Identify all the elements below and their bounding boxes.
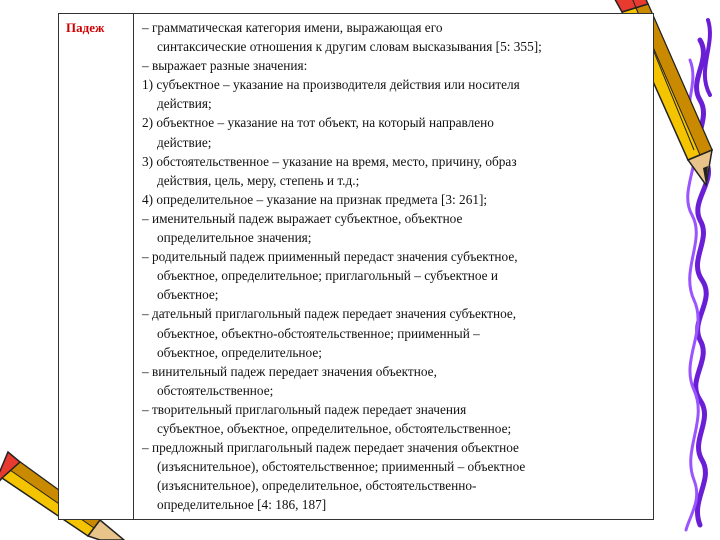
definition-line: (изъяснительное), обстоятельственное; приименный – объектное [157, 459, 526, 475]
definition-line: обстоятельственное; [157, 382, 274, 398]
definition-line: – предложный приглагольный падеж передает значения объектное [142, 440, 519, 456]
definition-line: синтаксические отношения к другим словам высказывания [5: 355]; [157, 39, 542, 55]
definition-line: определительное значения; [157, 230, 312, 246]
table-row [59, 14, 654, 520]
definition-line: – родительный падеж приименный передаст значения субъектное, [142, 249, 518, 265]
definition-line: 2) объектное – указание на тот объект, на который направлено [142, 115, 494, 131]
definition-line: определительное [4: 186, 187] [157, 497, 327, 513]
definition-line: действие; [157, 134, 212, 150]
definition-line: 3) обстоятельственное – указание на время, место, причину, образ [142, 153, 517, 169]
definition-table [58, 13, 654, 520]
definition-text [142, 18, 649, 514]
definition-line: 4) определительное – указание на признак предмета [3: 261]; [142, 191, 488, 207]
definition-line: объектное, определительное; приглагольный – субъектное и [157, 268, 498, 284]
definition-line: – именительный падеж выражает субъектное, объектное [142, 210, 463, 226]
definition-line: – грамматическая категория имени, выражающая его [142, 20, 443, 35]
definition-line: объектное, определительное; [157, 344, 322, 360]
definition-line: – выражает разные значения: [142, 58, 308, 74]
definition-line: 1) субъектное – указание на производителя действия или носителя [142, 77, 520, 93]
term-cell [59, 14, 134, 520]
definition-line: – творительный приглагольный падеж передает значения [142, 401, 467, 417]
definition-cell [134, 14, 654, 520]
definition-line: действия; [157, 96, 212, 112]
definition-line: объектное; [157, 287, 219, 303]
definition-line: субъектное, объектное, определительное, обстоятельственное; [157, 420, 512, 436]
definition-line: – дательный приглагольный падеж передает значения субъектное, [142, 306, 517, 322]
term-label: Падеж [66, 20, 105, 35]
definition-line: – винительный падеж передает значения объектное, [142, 363, 437, 379]
definition-line: действия, цель, меру, степень и т.д.; [157, 172, 360, 188]
purple-squiggle-icon [686, 20, 710, 530]
definition-line: (изъяснительное), определительное, обстоятельственно- [157, 478, 477, 494]
definition-line: объектное, объектно-обстоятельственное; приименный – [157, 325, 480, 341]
